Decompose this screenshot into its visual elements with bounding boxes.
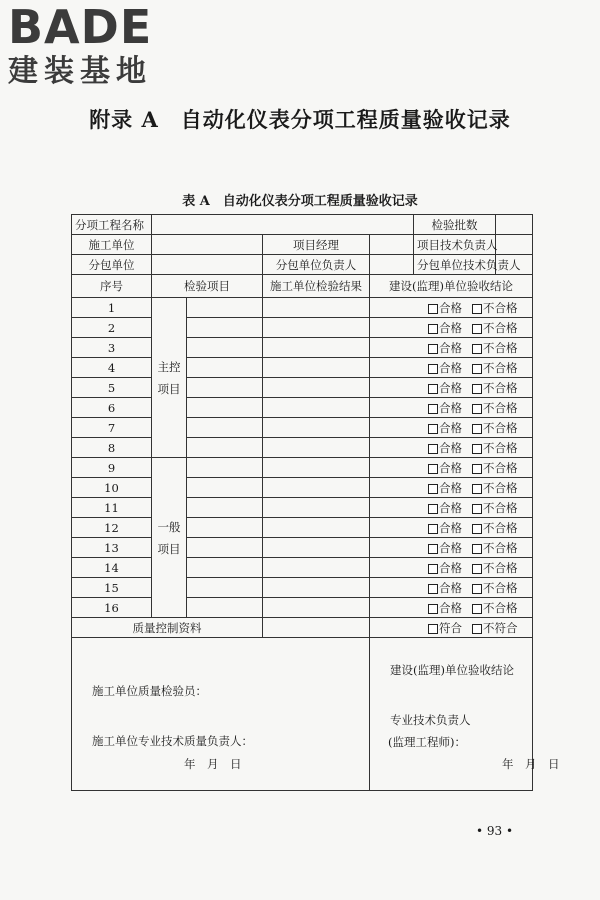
subcontractor-label: 分包单位 (72, 255, 152, 275)
project-manager-field[interactable] (370, 235, 414, 255)
pass-checkbox[interactable] (428, 524, 438, 534)
fail-checkbox[interactable] (472, 484, 482, 494)
pass-checkbox[interactable] (428, 384, 438, 394)
main-items-group (152, 298, 187, 458)
inspection-item-field[interactable] (187, 478, 263, 498)
fail-label: 不合格 (483, 420, 518, 435)
supervisor-signature-cell[interactable] (370, 638, 560, 791)
group-label: 项目 (157, 381, 181, 396)
inspection-item-field[interactable] (187, 578, 263, 598)
table-row (72, 338, 533, 358)
verdict-cell (370, 458, 533, 478)
project-tech-lead-label: 项目技术负责人 (414, 235, 496, 255)
tech-lead-label: 施工单位专业技术质量负责人： (92, 734, 253, 748)
fail-label: 不合格 (483, 440, 518, 455)
row-seq: 14 (72, 558, 152, 578)
inspection-result-field[interactable] (263, 578, 370, 598)
pass-checkbox[interactable] (428, 544, 438, 554)
pass-label: 合格 (439, 400, 462, 415)
inspection-result-field[interactable] (263, 478, 370, 498)
pass-checkbox[interactable] (428, 484, 438, 494)
bade-logo (8, 0, 178, 90)
inspection-item-field[interactable] (187, 358, 263, 378)
fail-label: 不合格 (483, 480, 518, 495)
inspection-result-field[interactable] (263, 298, 370, 318)
table-row (72, 418, 533, 438)
pass-checkbox[interactable] (428, 364, 438, 374)
inspection-item-field[interactable] (187, 458, 263, 478)
supervisor-conclusion-label: 建设(监理)单位验收结论 (390, 663, 514, 677)
inspector-label: 施工单位质量检验员： (92, 684, 207, 698)
inspection-result-field[interactable] (263, 378, 370, 398)
pass-checkbox[interactable] (428, 464, 438, 474)
fail-checkbox[interactable] (472, 584, 482, 594)
fail-checkbox[interactable] (472, 444, 482, 454)
inspection-result-field[interactable] (263, 498, 370, 518)
row-seq: 16 (72, 598, 152, 618)
verdict-cell (370, 518, 533, 538)
inspection-item-field[interactable] (187, 498, 263, 518)
table-row (72, 598, 533, 618)
pass-checkbox[interactable] (428, 584, 438, 594)
fail-label: 不合格 (483, 340, 518, 355)
subcontractor-lead-field[interactable] (370, 255, 414, 275)
pass-checkbox[interactable] (428, 424, 438, 434)
fail-label: 不合格 (483, 520, 518, 535)
fail-label: 不合格 (483, 300, 518, 315)
pass-checkbox[interactable] (428, 624, 438, 634)
inspection-item-field[interactable] (187, 518, 263, 538)
logo-chinese-text: 建装基地 (8, 54, 152, 89)
pass-label: 合格 (439, 600, 462, 615)
inspection-result-field[interactable] (263, 438, 370, 458)
subcontractor-field[interactable] (152, 255, 263, 275)
fail-checkbox[interactable] (472, 364, 482, 374)
fail-checkbox[interactable] (472, 504, 482, 514)
table-row (72, 518, 533, 538)
pass-checkbox[interactable] (428, 304, 438, 314)
contractor-field[interactable] (152, 235, 263, 255)
fail-checkbox[interactable] (472, 404, 482, 414)
inspection-result-field[interactable] (263, 398, 370, 418)
fail-label: 不符合 (483, 620, 518, 635)
appendix-title: 附录 A 自动化仪表分项工程质量验收记录 (89, 107, 511, 132)
inspection-item-field[interactable] (187, 558, 263, 578)
fail-checkbox[interactable] (472, 604, 482, 614)
pass-checkbox[interactable] (428, 564, 438, 574)
row-seq: 10 (72, 478, 152, 498)
pass-checkbox[interactable] (428, 444, 438, 454)
quality-control-row (72, 618, 533, 638)
verdict-cell (370, 618, 533, 638)
item-column-header: 检验项目 (152, 275, 263, 298)
pass-label: 合格 (439, 420, 462, 435)
table-row (72, 538, 533, 558)
inspection-result-field[interactable] (263, 318, 370, 338)
fail-label: 不合格 (483, 320, 518, 335)
fail-checkbox[interactable] (472, 464, 482, 474)
verdict-cell (370, 478, 533, 498)
verdict-cell (370, 538, 533, 558)
table-row (72, 458, 533, 478)
inspection-item-field[interactable] (187, 298, 263, 318)
contractor-label: 施工单位 (72, 235, 152, 255)
row-seq: 4 (72, 358, 152, 378)
table-row (72, 378, 533, 398)
inspection-result-field[interactable] (263, 518, 370, 538)
pass-label: 合格 (439, 480, 462, 495)
pass-label: 合格 (439, 360, 462, 375)
pass-label: 合格 (439, 540, 462, 555)
pass-label: 合格 (439, 500, 462, 515)
verdict-cell (370, 558, 533, 578)
logo-wordmark: BADE (8, 0, 153, 54)
row-seq: 3 (72, 338, 152, 358)
fail-label: 不合格 (483, 560, 518, 575)
fail-label: 不合格 (483, 460, 518, 475)
fail-checkbox[interactable] (472, 524, 482, 534)
fail-label: 不合格 (483, 540, 518, 555)
verdict-cell (370, 398, 533, 418)
verdict-cell (370, 438, 533, 458)
fail-checkbox[interactable] (472, 384, 482, 394)
table-row (72, 398, 533, 418)
inspection-result-field[interactable] (263, 418, 370, 438)
group-label: 一般 (157, 519, 181, 534)
verdict-cell (370, 378, 533, 398)
fail-checkbox[interactable] (472, 324, 482, 334)
subcontractor-lead-label: 分包单位负责人 (263, 255, 370, 275)
fail-label: 不合格 (483, 580, 518, 595)
pass-label: 合格 (439, 440, 462, 455)
table-row (72, 578, 533, 598)
supervising-engineer-label: (监理工程师)： (388, 735, 466, 749)
pass-label: 合格 (439, 340, 462, 355)
inspection-record-table (71, 214, 560, 791)
contractor-date-label: 年 月 日 (184, 757, 242, 771)
row-seq: 11 (72, 498, 152, 518)
table-row (72, 498, 533, 518)
verdict-cell (370, 338, 533, 358)
pass-label: 合格 (439, 520, 462, 535)
row-seq: 8 (72, 438, 152, 458)
group-label: 主控 (157, 359, 181, 374)
table-row (72, 358, 533, 378)
quality-control-label: 质量控制资料 (72, 618, 263, 638)
inspection-item-field[interactable] (187, 398, 263, 418)
row-seq: 7 (72, 418, 152, 438)
fail-checkbox[interactable] (472, 564, 482, 574)
fail-checkbox[interactable] (472, 424, 482, 434)
fail-checkbox[interactable] (472, 304, 482, 314)
table-caption: 表 A 自动化仪表分项工程质量验收记录 (182, 194, 418, 209)
table-row (72, 318, 533, 338)
seq-column-header: 序号 (72, 275, 152, 298)
inspection-result-field[interactable] (263, 538, 370, 558)
inspection-result-field[interactable] (263, 598, 370, 618)
pass-label: 合格 (439, 320, 462, 335)
verdict-cell (370, 358, 533, 378)
conclusion-column-header: 建设(监理)单位验收结论 (370, 275, 533, 298)
inspection-item-field[interactable] (187, 538, 263, 558)
row-seq: 13 (72, 538, 152, 558)
batch-count-field[interactable] (496, 215, 533, 235)
subproject-name-label: 分项工程名称 (72, 215, 152, 235)
row-seq: 15 (72, 578, 152, 598)
fail-label: 不合格 (483, 360, 518, 375)
inspection-item-field[interactable] (187, 418, 263, 438)
signature-row (72, 638, 533, 791)
contractor-signature-cell[interactable] (72, 638, 370, 791)
general-items-group (152, 458, 187, 618)
pass-label: 合格 (439, 300, 462, 315)
subproject-name-field[interactable] (152, 215, 414, 235)
fail-checkbox[interactable] (472, 624, 482, 634)
inspection-item-field[interactable] (187, 378, 263, 398)
verdict-cell (370, 598, 533, 618)
row-seq: 6 (72, 398, 152, 418)
fail-label: 不合格 (483, 500, 518, 515)
verdict-cell (370, 318, 533, 338)
fail-label: 不合格 (483, 380, 518, 395)
pass-checkbox[interactable] (428, 324, 438, 334)
verdict-cell (370, 578, 533, 598)
inspection-item-field[interactable] (187, 338, 263, 358)
inspection-item-field[interactable] (187, 598, 263, 618)
inspection-item-field[interactable] (187, 318, 263, 338)
pass-label: 合格 (439, 460, 462, 475)
pass-label: 合格 (439, 580, 462, 595)
pass-checkbox[interactable] (428, 604, 438, 614)
row-seq: 1 (72, 298, 152, 318)
group-label: 项目 (157, 541, 181, 556)
table-row (72, 438, 533, 458)
fail-checkbox[interactable] (472, 544, 482, 554)
inspection-result-field[interactable] (263, 358, 370, 378)
project-manager-label: 项目经理 (263, 235, 370, 255)
inspection-result-field[interactable] (263, 558, 370, 578)
pass-label: 合格 (439, 380, 462, 395)
table-row (72, 558, 533, 578)
supervisor-date-label: 年 月 日 (502, 757, 560, 771)
batch-count-label: 检验批数 (414, 215, 496, 235)
fail-label: 不合格 (483, 600, 518, 615)
verdict-cell (370, 298, 533, 318)
inspection-result-field[interactable] (263, 458, 370, 478)
row-seq: 9 (72, 458, 152, 478)
pass-label: 符合 (439, 620, 462, 635)
pass-label: 合格 (439, 560, 462, 575)
row-seq: 12 (72, 518, 152, 538)
pass-checkbox[interactable] (428, 404, 438, 414)
verdict-cell (370, 418, 533, 438)
pass-checkbox[interactable] (428, 344, 438, 354)
page-number: • 93 • (476, 824, 514, 838)
table-row (72, 478, 533, 498)
fail-label: 不合格 (483, 400, 518, 415)
table-row (72, 298, 533, 318)
pass-checkbox[interactable] (428, 504, 438, 514)
result-column-header: 施工单位检验结果 (263, 275, 370, 298)
fail-checkbox[interactable] (472, 344, 482, 354)
verdict-cell (370, 498, 533, 518)
supervisor-tech-lead-label: 专业技术负责人 (390, 713, 471, 727)
row-seq: 5 (72, 378, 152, 398)
subcontractor-tech-lead-label: 分包单位技术负责人 (414, 255, 496, 275)
inspection-result-field[interactable] (263, 338, 370, 358)
row-seq: 2 (72, 318, 152, 338)
project-tech-lead-field[interactable] (496, 235, 533, 255)
quality-control-result-field[interactable] (263, 618, 370, 638)
inspection-item-field[interactable] (187, 438, 263, 458)
